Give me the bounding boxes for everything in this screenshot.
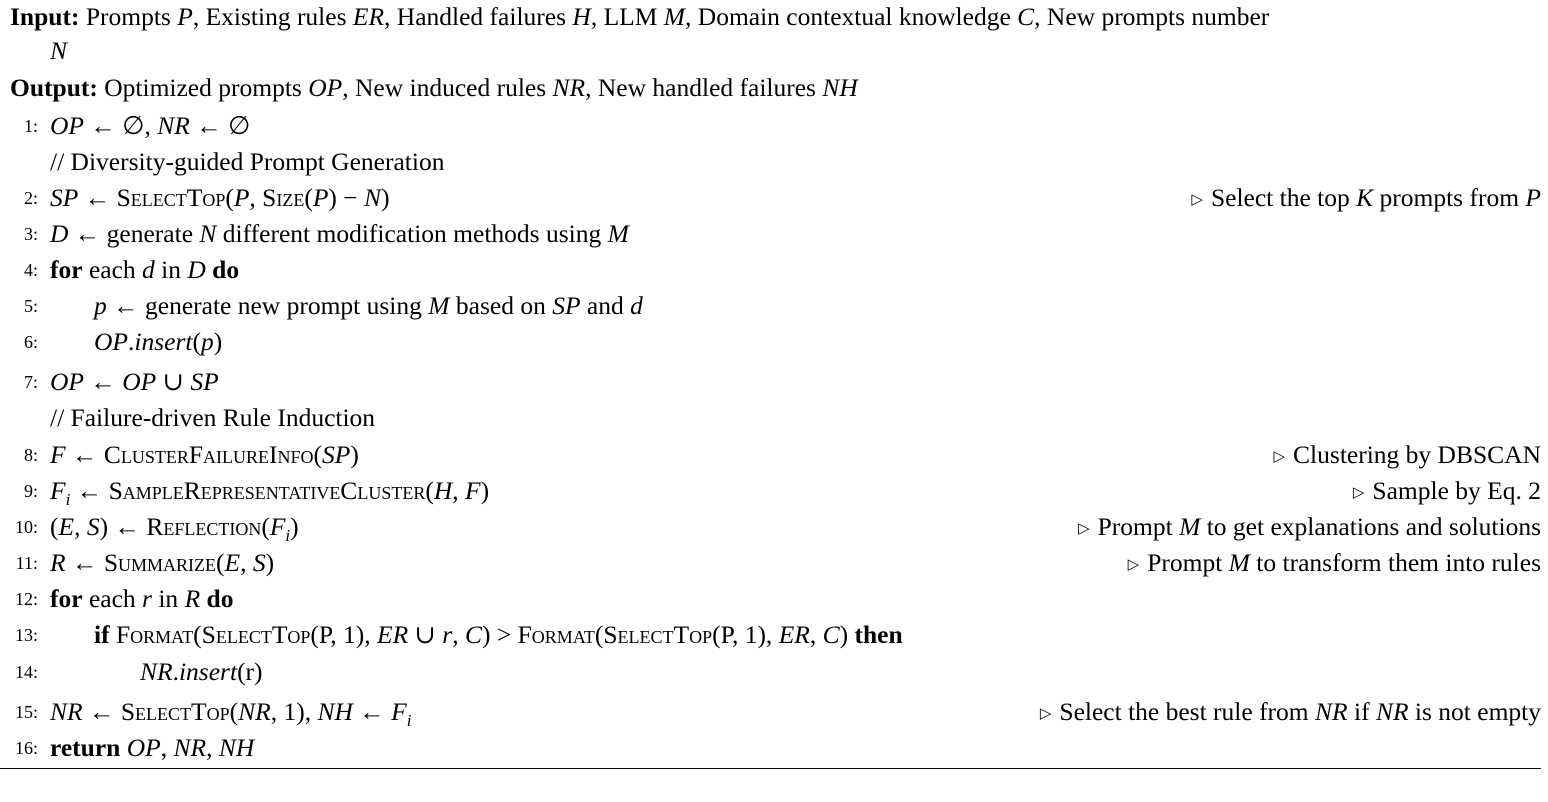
line-code: R ← Summarize(E, S): [50, 548, 275, 577]
algorithm-line: [0, 694, 1541, 730]
algorithm-line: [0, 180, 1541, 216]
line-code: p ← generate new prompt using M based on SP and d: [94, 291, 643, 320]
algorithm-line: [0, 216, 1541, 252]
algorithm-line: [0, 545, 1541, 581]
line-code: if Format(SelectTop(P, 1), ER ∪ r, C) > Format(SelectTop(P, 1), ER, C) then: [94, 620, 903, 649]
line-code: D ← generate N different modification methods using M: [50, 219, 629, 248]
line-code: NR.insert(r): [140, 657, 263, 686]
algorithm-line: [0, 364, 1541, 400]
line-number: 11:: [15, 553, 38, 573]
algorithm-line: [0, 108, 1541, 144]
line-number: 1:: [23, 116, 38, 136]
line-number: 15:: [14, 702, 38, 722]
line-code: SP ← SelectTop(P, Size(P) − N): [50, 183, 390, 212]
line-number: 4:: [23, 260, 38, 280]
algorithm-line: [0, 654, 1541, 690]
comment-triangle-icon: ▷: [1127, 557, 1140, 573]
line-comment: ▷ Prompt M to transform them into rules: [1127, 548, 1541, 577]
line-code: for each d in D do: [50, 255, 240, 284]
algorithm-line: [0, 730, 1541, 766]
input-label: Input:: [10, 2, 80, 31]
comment-triangle-icon: ▷: [1191, 192, 1203, 208]
line-comment: ▷ Select the best rule from NR if NR is not empty: [1039, 697, 1541, 726]
algorithm-line: [0, 509, 1541, 545]
line-code: F ← ClusterFailureInfo(SP): [50, 440, 359, 469]
bottom-rule: [0, 768, 1541, 769]
algorithm-line: [0, 252, 1541, 288]
comment-triangle-icon: ▷: [1273, 449, 1286, 465]
line-number: 8:: [23, 445, 38, 465]
line-number: 2:: [23, 188, 38, 208]
line-code: for each r in R do: [50, 584, 234, 613]
line-number: 3:: [23, 224, 38, 244]
line-number: 16:: [14, 738, 38, 758]
line-comment: ▷ Sample by Eq. 2: [1352, 476, 1541, 505]
comment-triangle-icon: ▷: [1078, 521, 1090, 537]
line-code: OP.insert(p): [94, 327, 223, 356]
comment-triangle-icon: ▷: [1352, 485, 1365, 501]
output-line: [10, 71, 1542, 105]
algorithm-line: [0, 288, 1541, 324]
line-comment: ▷ Prompt M to get explanations and solutions: [1078, 512, 1541, 541]
output-text: Optimized prompts OP, New induced rules NR, New handled failures NH: [104, 73, 858, 102]
line-code: OP ← OP ∪ SP: [50, 367, 219, 396]
algorithm-section-comment: [0, 400, 1541, 436]
line-code: (E, S) ← $Reflection(F_i)$: [50, 512, 299, 546]
comment-triangle-icon: ▷: [1039, 706, 1052, 722]
input-continuation: N: [50, 36, 68, 65]
line-number: 9:: [23, 481, 38, 501]
algorithm-line: [0, 581, 1541, 617]
line-comment: ▷ Clustering by DBSCAN: [1273, 440, 1541, 469]
algorithm-line: [0, 617, 1541, 653]
line-number: 12:: [14, 589, 38, 609]
algorithm-line: [0, 324, 1541, 360]
line-comment: ▷ Select the top K prompts from P: [1191, 183, 1541, 212]
line-code: OP ← ∅, NR ← ∅: [50, 111, 251, 140]
line-number: 13:: [14, 625, 38, 645]
line-code: return OP, NR, NH: [50, 733, 255, 762]
input-line: [10, 0, 1542, 34]
line-code: // Diversity-guided Prompt Generation: [50, 147, 445, 176]
input-text: Prompts P, Existing rules ER, Handled failures H, LLM M, Domain contextual knowledge C, New prompts number: [85, 2, 1270, 31]
line-number: 7:: [23, 372, 38, 392]
line-code: NR ← SelectTop(NR, 1), NH ← $F_i$: [50, 697, 412, 731]
line-code: $F_i$ ← SampleRepresentativeCluster(H, F): [50, 476, 490, 510]
line-number: 6:: [23, 332, 38, 352]
algorithm-line: [0, 437, 1541, 473]
line-number: 14:: [14, 662, 38, 682]
algorithm-section-comment: [0, 144, 1541, 180]
line-number: 10:: [14, 517, 38, 537]
line-code: // Failure-driven Rule Induction: [50, 403, 376, 432]
output-label: Output:: [10, 73, 98, 102]
line-number: 5:: [23, 296, 38, 316]
algorithm-line: [0, 473, 1541, 509]
